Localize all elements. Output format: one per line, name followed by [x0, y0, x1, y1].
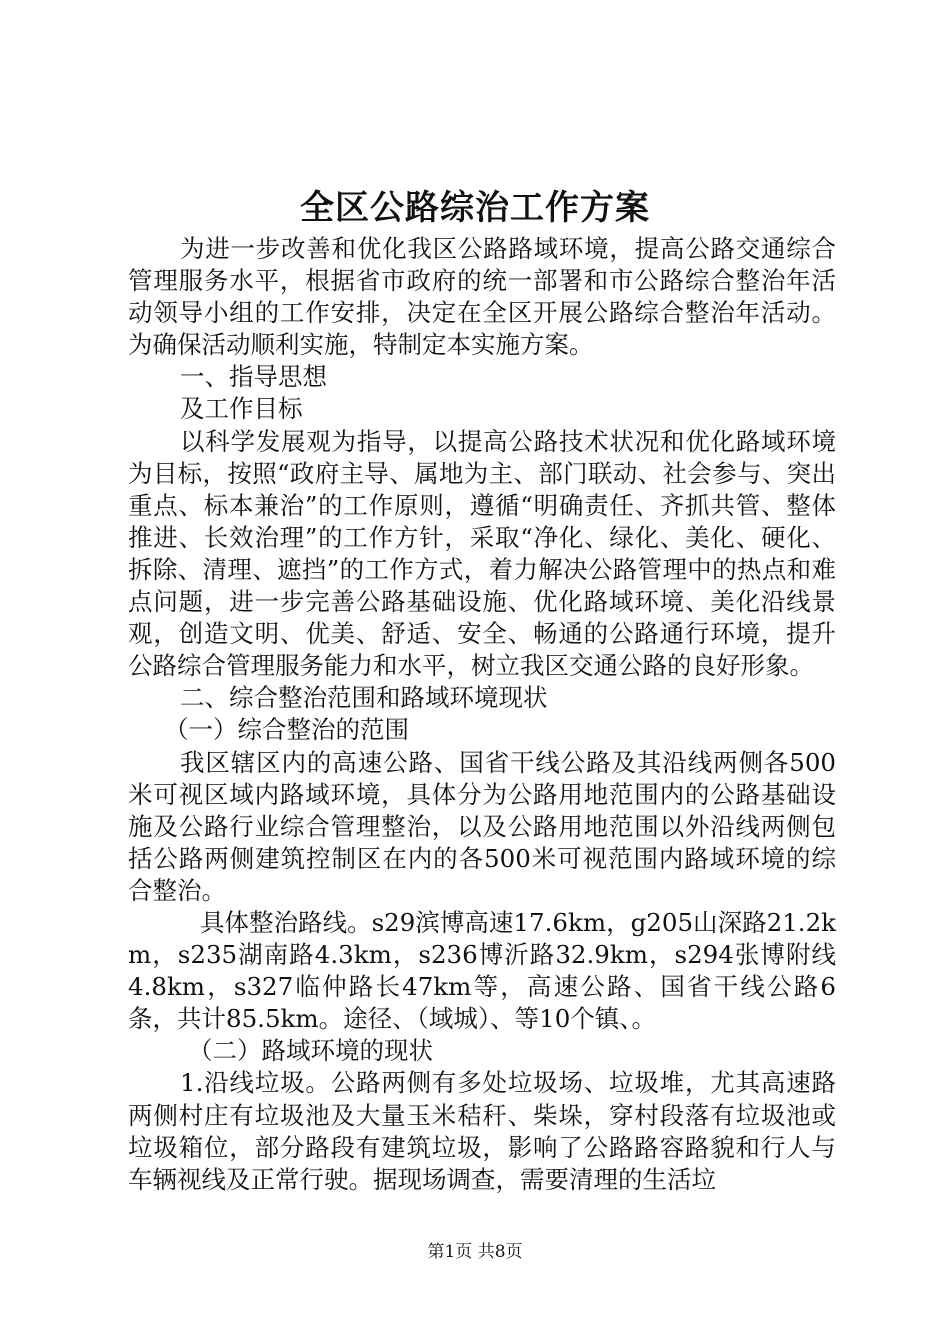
- paragraph-guiding: 以科学发展观为指导，以提高公路技术状况和优化路域环境为目标，按照“政府主导、属地为主、部门联动、社会参与、突出重点、标本兼治”的工作原则，遵循“明确责任、齐抓共管、整体推进、长效治理”的工作方针，采取“净化、绿化、美化、硬化、拆除、清理、遮挡”的工作方式，着力解决公路管理中的热点和难点问题，进一步完善公路基础设施、优化路域环境、美化沿线景观，创造文明、优美、舒适、安全、畅通的公路通行环境，提升公路综合管理服务能力和水平，树立我区交通公路的良好形象。: [128, 426, 836, 681]
- paragraph-intro: 为进一步改善和优化我区公路路域环境，提高公路交通综合管理服务水平，根据省市政府的统一部署和市公路综合整治年活动领导小组的工作安排，决定在全区开展公路综合整治年活动。为确保活动顺利实施，特制定本实施方案。: [128, 234, 836, 360]
- heading-work-goals: 及工作目标: [180, 394, 303, 424]
- page-number: 第1页 共8页: [427, 1242, 523, 1262]
- paragraph-routes: 具体整治路线。s29滨博高速17.6km，g205山深路21.2km，s235湖南路4.3km，s236博沂路32.9km，s294张博附线4.8km，s327临仲路长47km等，高速公路、国省干线公路6条，共计85.5km。途径、（域城）、等10个镇、。: [128, 907, 836, 1034]
- paragraph-scope: 我区辖区内的高速公路、国省干线公路及其沿线两侧各500米可视区域内路域环境，具体分为公路用地范围内的公路基础设施及公路行业综合管理整治，以及公路用地范围以外沿线两侧包括公路两侧建筑控制区在内的各500米可视范围内路域环境的综合整治。: [128, 747, 836, 905]
- document-body: [128, 233, 836, 1196]
- heading-scope-and-status: 二、综合整治范围和路域环境现状: [180, 683, 548, 713]
- heading-status: （二）路域环境的现状: [188, 1036, 433, 1066]
- heading-scope: （一）综合整治的范围: [164, 715, 409, 745]
- document-title: 全区公路综治工作方案: [300, 188, 650, 228]
- heading-guiding-thought: 一、指导思想: [180, 362, 327, 392]
- paragraph-roadside-garbage: 1.沿线垃圾。公路两侧有多处垃圾场、垃圾堆，尤其高速路两侧村庄有垃圾池及大量玉米秸秆、柴垛，穿村段落有垃圾池或垃圾箱位，部分路段有建筑垃圾，影响了公路路容路貌和行人与车辆视线及正常行驶。据现场调查，需要清理的生活垃: [128, 1068, 836, 1194]
